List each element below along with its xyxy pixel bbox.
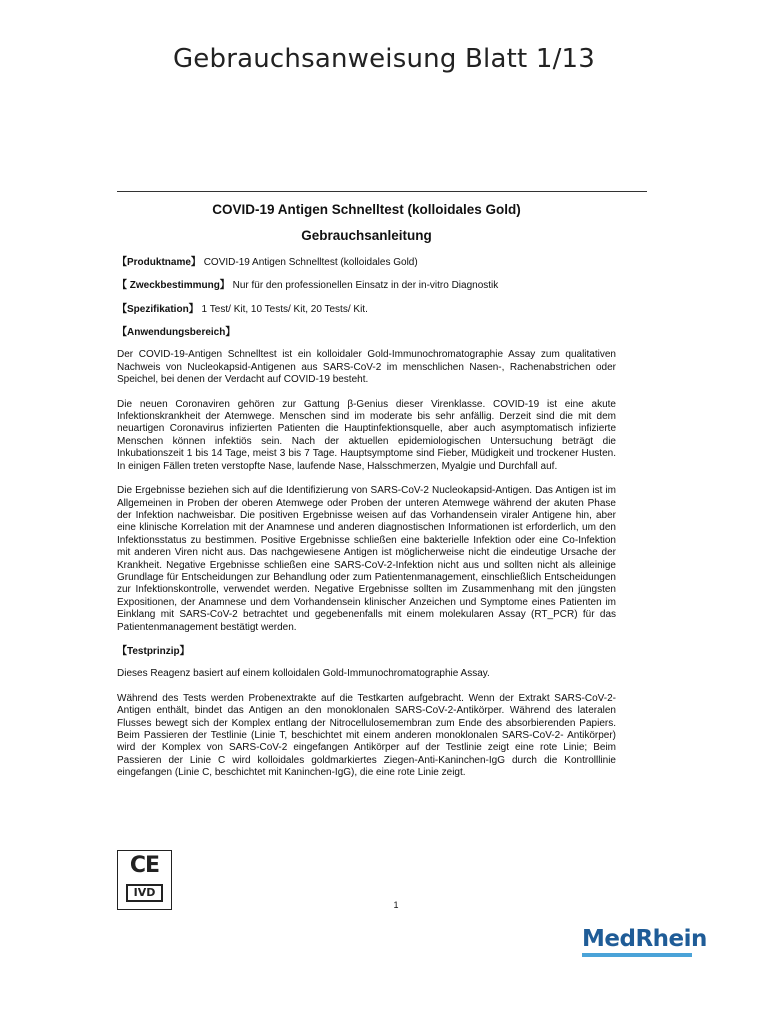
ivd-mark-icon: IVD bbox=[126, 884, 163, 902]
document-title: COVID-19 Antigen Schnelltest (kolloidales Gold) bbox=[212, 202, 521, 217]
field-produktname bbox=[117, 257, 616, 269]
page-number: 1 bbox=[393, 900, 399, 910]
ce-mark-icon: CE bbox=[129, 853, 160, 878]
paragraph: Während des Tests werden Probenextrakte auf die Testkarten aufgebracht. Wenn der Extrakt SARS-CoV-2-Antigen enthält, bindet das Antigen an den monoklonalen SARS-CoV-2-Antikörper. Während des lateralen Flusses bewegt sich der Komplex entlang der Nitrocellulosemembran zum Ende des absorbierenden Papiers. Beim Passieren der Testlinie (Linie T, beschichtet mit einem anderen monoklonalen SARS-CoV-2- Antikörper) wird der Komplex von SARS-CoV-2 eingefangen Antikörper auf der Testlinie zeigt eine rote Linie; Beim Passieren der Linie C wird kolloidales goldmarkiertes Ziegen-Anti-Kaninchen-IgG durch die Kontrolllinie eingefangen (Linie C, beschichtet mit Kaninchen-IgG), die eine rote Linie zeigt. bbox=[117, 692, 616, 779]
field-spezifikation bbox=[117, 304, 616, 316]
brand-name: MedRhein bbox=[582, 926, 707, 952]
field-value: Nur für den professionellen Einsatz in der in-vitro Diagnostik bbox=[232, 280, 499, 292]
section-heading-testprinzip: 【Testprinzip】 bbox=[117, 645, 190, 657]
document-subtitle: Gebrauchsanleitung bbox=[301, 228, 432, 244]
paragraph: Der COVID-19-Antigen Schnelltest ist ein kolloidaler Gold-Immunochromatographie Assay zum qualitativen Nachweis von Nucleokapsid-Antigenen aus SARS-CoV-2 im menschlichen Nasen-, Rachenabstrichen oder Speichel, bei denen der Verdacht auf COVID-19 besteht. bbox=[117, 349, 616, 386]
paragraph: Dieses Reagenz basiert auf einem kolloidalen Gold-Immunochromatographie Assay. bbox=[117, 668, 490, 680]
document-body bbox=[117, 204, 616, 792]
section-heading-anwendungsbereich: 【Anwendungsbereich】 bbox=[117, 327, 236, 339]
ce-ivd-mark bbox=[117, 850, 172, 910]
paragraph: Die neuen Coronaviren gehören zur Gattung β-Genius dieser Virenklasse. COVID-19 ist eine akute Infektionskrankheit der Atemwege. Menschen sind im moderate bis sehr anfällig. Derzeit sind die mit dem neuartigen Coronavirus infizierten Patienten die Hauptinfektionsquelle, aber auch asymptomatisch infizierte Menschen können infektiös sein. Nach der aktuellen epidemiologischen Untersuchung beträgt die Inkubationszeit 1 bis 14 Tage, meist 3 bis 7 Tage. Hauptsymptome sind Fieber, Müdigkeit und trockener Husten. In einigen Fällen treten verstopfte Nase, laufende Nase, Halsschmerzen, Myalgie und Durchfall auf. bbox=[117, 398, 616, 472]
paragraph: Die Ergebnisse beziehen sich auf die Identifizierung von SARS-CoV-2 Nucleokapsid-Antigen. Das Antigen ist im Allgemeinen in Proben der oberen Atemwege oder Proben der unteren Atemwege während der akuten Phase der Infektion nachweisbar. Die positiven Ergebnisse weisen auf das Vorhandensein viraler Antigene hin, aber eine klinische Korrelation mit der Anamnese und anderen diagnostischen Informationen ist erforderlich, um den Infektionsstatus zu bestimmen. Positive Ergebnisse schließen eine bakterielle Infektion oder eine Co-Infektion mit anderen Viren nicht aus. Das nachgewiesene Antigen ist möglicherweise nicht die eindeutige Ursache der Krankheit. Negative Ergebnisse schließen eine SARS-CoV-2-Infektion nicht aus und sollten nicht als alleinige Grundlage für Entscheidungen zur Behandlung oder zum Patientenmanagement, einschließlich Entscheidungen zur Infektionskontrolle, verwendet werden. Negative Ergebnisse sollten im Zusammenhang mit den jüngsten Expositionen, der Anamnese und dem Vorhandensein klinischer Anzeichen und Symptome eines Patienten im Einklang mit SARS-CoV-2 betrachtet und gegebenenfalls mit einem molekularen Assay (RT_PCR) für das Patientenmanagement bestätigt werden. bbox=[117, 485, 616, 633]
brand-underline bbox=[582, 953, 692, 957]
field-label: 【Spezifikation】 bbox=[117, 303, 199, 315]
page-header-title: Gebrauchsanweisung Blatt 1/13 bbox=[172, 44, 596, 74]
field-label: 【Produktname】 bbox=[117, 256, 201, 268]
field-label: 【 Zweckbestimmung】 bbox=[117, 280, 230, 292]
brand-logo bbox=[582, 926, 707, 957]
field-zweckbestimmung bbox=[117, 280, 616, 292]
header-divider bbox=[117, 191, 647, 192]
field-value: 1 Test/ Kit, 10 Tests/ Kit, 20 Tests/ Kit. bbox=[201, 303, 368, 315]
field-value: COVID-19 Antigen Schnelltest (kolloidales Gold) bbox=[203, 256, 418, 268]
